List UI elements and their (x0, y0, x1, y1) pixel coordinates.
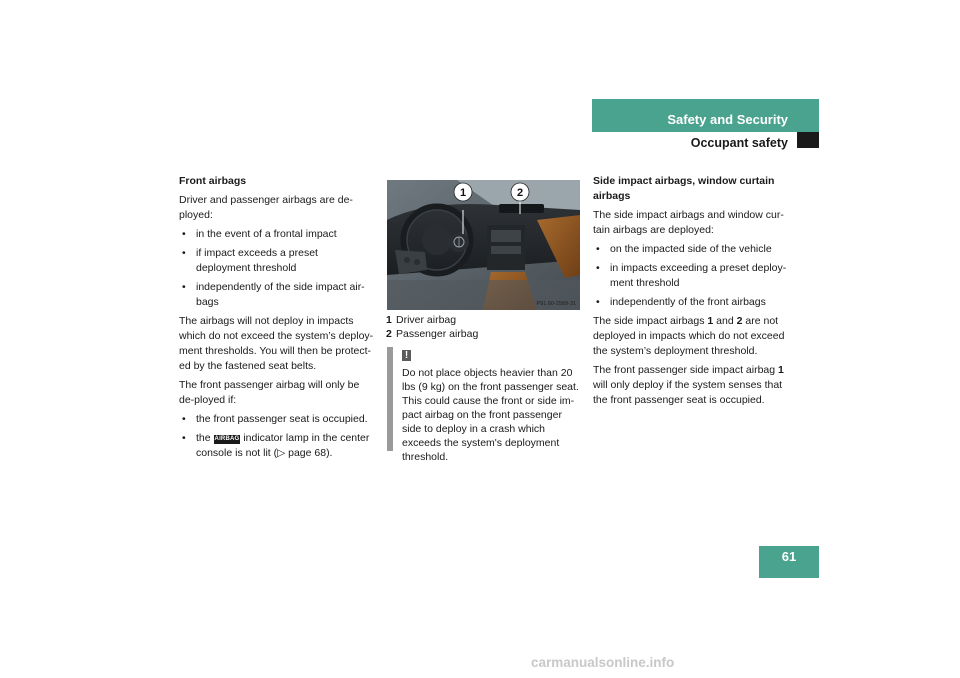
ref-number: 1 (778, 364, 784, 376)
side-airbags-heading: Side impact airbags, window curtain airbags (593, 175, 775, 202)
warning-box (387, 347, 580, 463)
page-number: 61 (781, 549, 797, 564)
ref-number: 2 (736, 315, 743, 327)
list-item: • if impact exceeds a preset deployment threshold (179, 246, 375, 276)
dashboard-illustration (387, 180, 580, 310)
front-airbags-column (179, 174, 375, 465)
callout-1-label: 1 (459, 187, 467, 199)
figure-captions (386, 313, 582, 341)
ref-number: 1 (707, 315, 714, 327)
caption-passenger-airbag (386, 327, 582, 341)
side-airbags-conditions (593, 242, 789, 310)
paragraph-text: The front passenger side impact airbag (593, 364, 776, 376)
paragraph-text: The side impact airbags (593, 315, 705, 327)
front-airbags-intro: Driver and passenger airbags are de-ployed: (179, 194, 353, 221)
list-item: • on the impacted side of the vehicle (593, 242, 789, 257)
list-item: • the front passenger seat is occupied. (179, 412, 375, 427)
passenger-airbag-conditions (179, 412, 375, 461)
airbag-indicator-icon: AIRBAG (214, 436, 240, 442)
warning-icon: ! (402, 350, 411, 361)
deployment-threshold-paragraph: The airbags will not deploy in impacts which do not exceed the system’s deploy-ment thresholds. You will then be protect-ed by the fastened seat belts. (179, 315, 374, 372)
front-airbags-conditions (179, 227, 375, 310)
side-airbags-threshold-paragraph (593, 314, 789, 359)
caption-driver-airbag (386, 313, 582, 327)
callout-2-marker (511, 183, 529, 201)
list-item: • in the event of a frontal impact (179, 227, 375, 242)
caption-text: Driver airbag (396, 314, 457, 326)
paragraph-text: will only deploy if the system senses that the front passenger seat is occupied. (593, 379, 783, 406)
paragraph-text: and (716, 315, 734, 327)
section-title: Safety and Security (667, 112, 788, 127)
caption-text: Passenger airbag (396, 328, 479, 340)
front-airbags-heading: Front airbags (179, 175, 247, 187)
side-airbags-column (593, 174, 789, 412)
caption-number: 1 (386, 314, 392, 326)
figure-reference-code: P91.60-2589-31 (536, 301, 576, 307)
list-item: • independently of the front airbags (593, 295, 789, 310)
dashboard-photo (387, 180, 580, 310)
header-tab-marker (797, 132, 819, 148)
caption-number: 2 (386, 328, 392, 340)
passenger-side-airbag-paragraph (593, 363, 789, 408)
section-subtitle: Occupant safety (690, 136, 788, 150)
list-item (179, 431, 375, 461)
warning-bar (387, 347, 393, 451)
watermark: carmanualsonline.info (531, 655, 675, 670)
passenger-airbag-paragraph: The front passenger airbag will only be de-ployed if: (179, 379, 360, 406)
paragraph-text: are not deployed in impacts which do not exceed the system’s deployment threshold. (593, 315, 785, 357)
callout-1-marker (454, 183, 472, 201)
list-item: • independently of the side impact air-bags (179, 280, 375, 310)
list-item-text: the (196, 432, 211, 444)
list-item-text: indicator lamp in the center console is not lit (▷ page 68). (196, 432, 370, 459)
callout-2-label: 2 (516, 187, 524, 199)
list-item: • in impacts exceeding a preset deploy-ment threshold (593, 261, 789, 291)
warning-text: Do not place objects heavier than 20 lbs (9 kg) on the front passenger seat. This could cause the front or side im-pact airbag on the front passenger side to deploy in a crash which exceeds the system's deployment threshold. (402, 367, 579, 463)
side-airbags-intro: The side impact airbags and window cur-tain airbags are deployed: (593, 209, 784, 236)
